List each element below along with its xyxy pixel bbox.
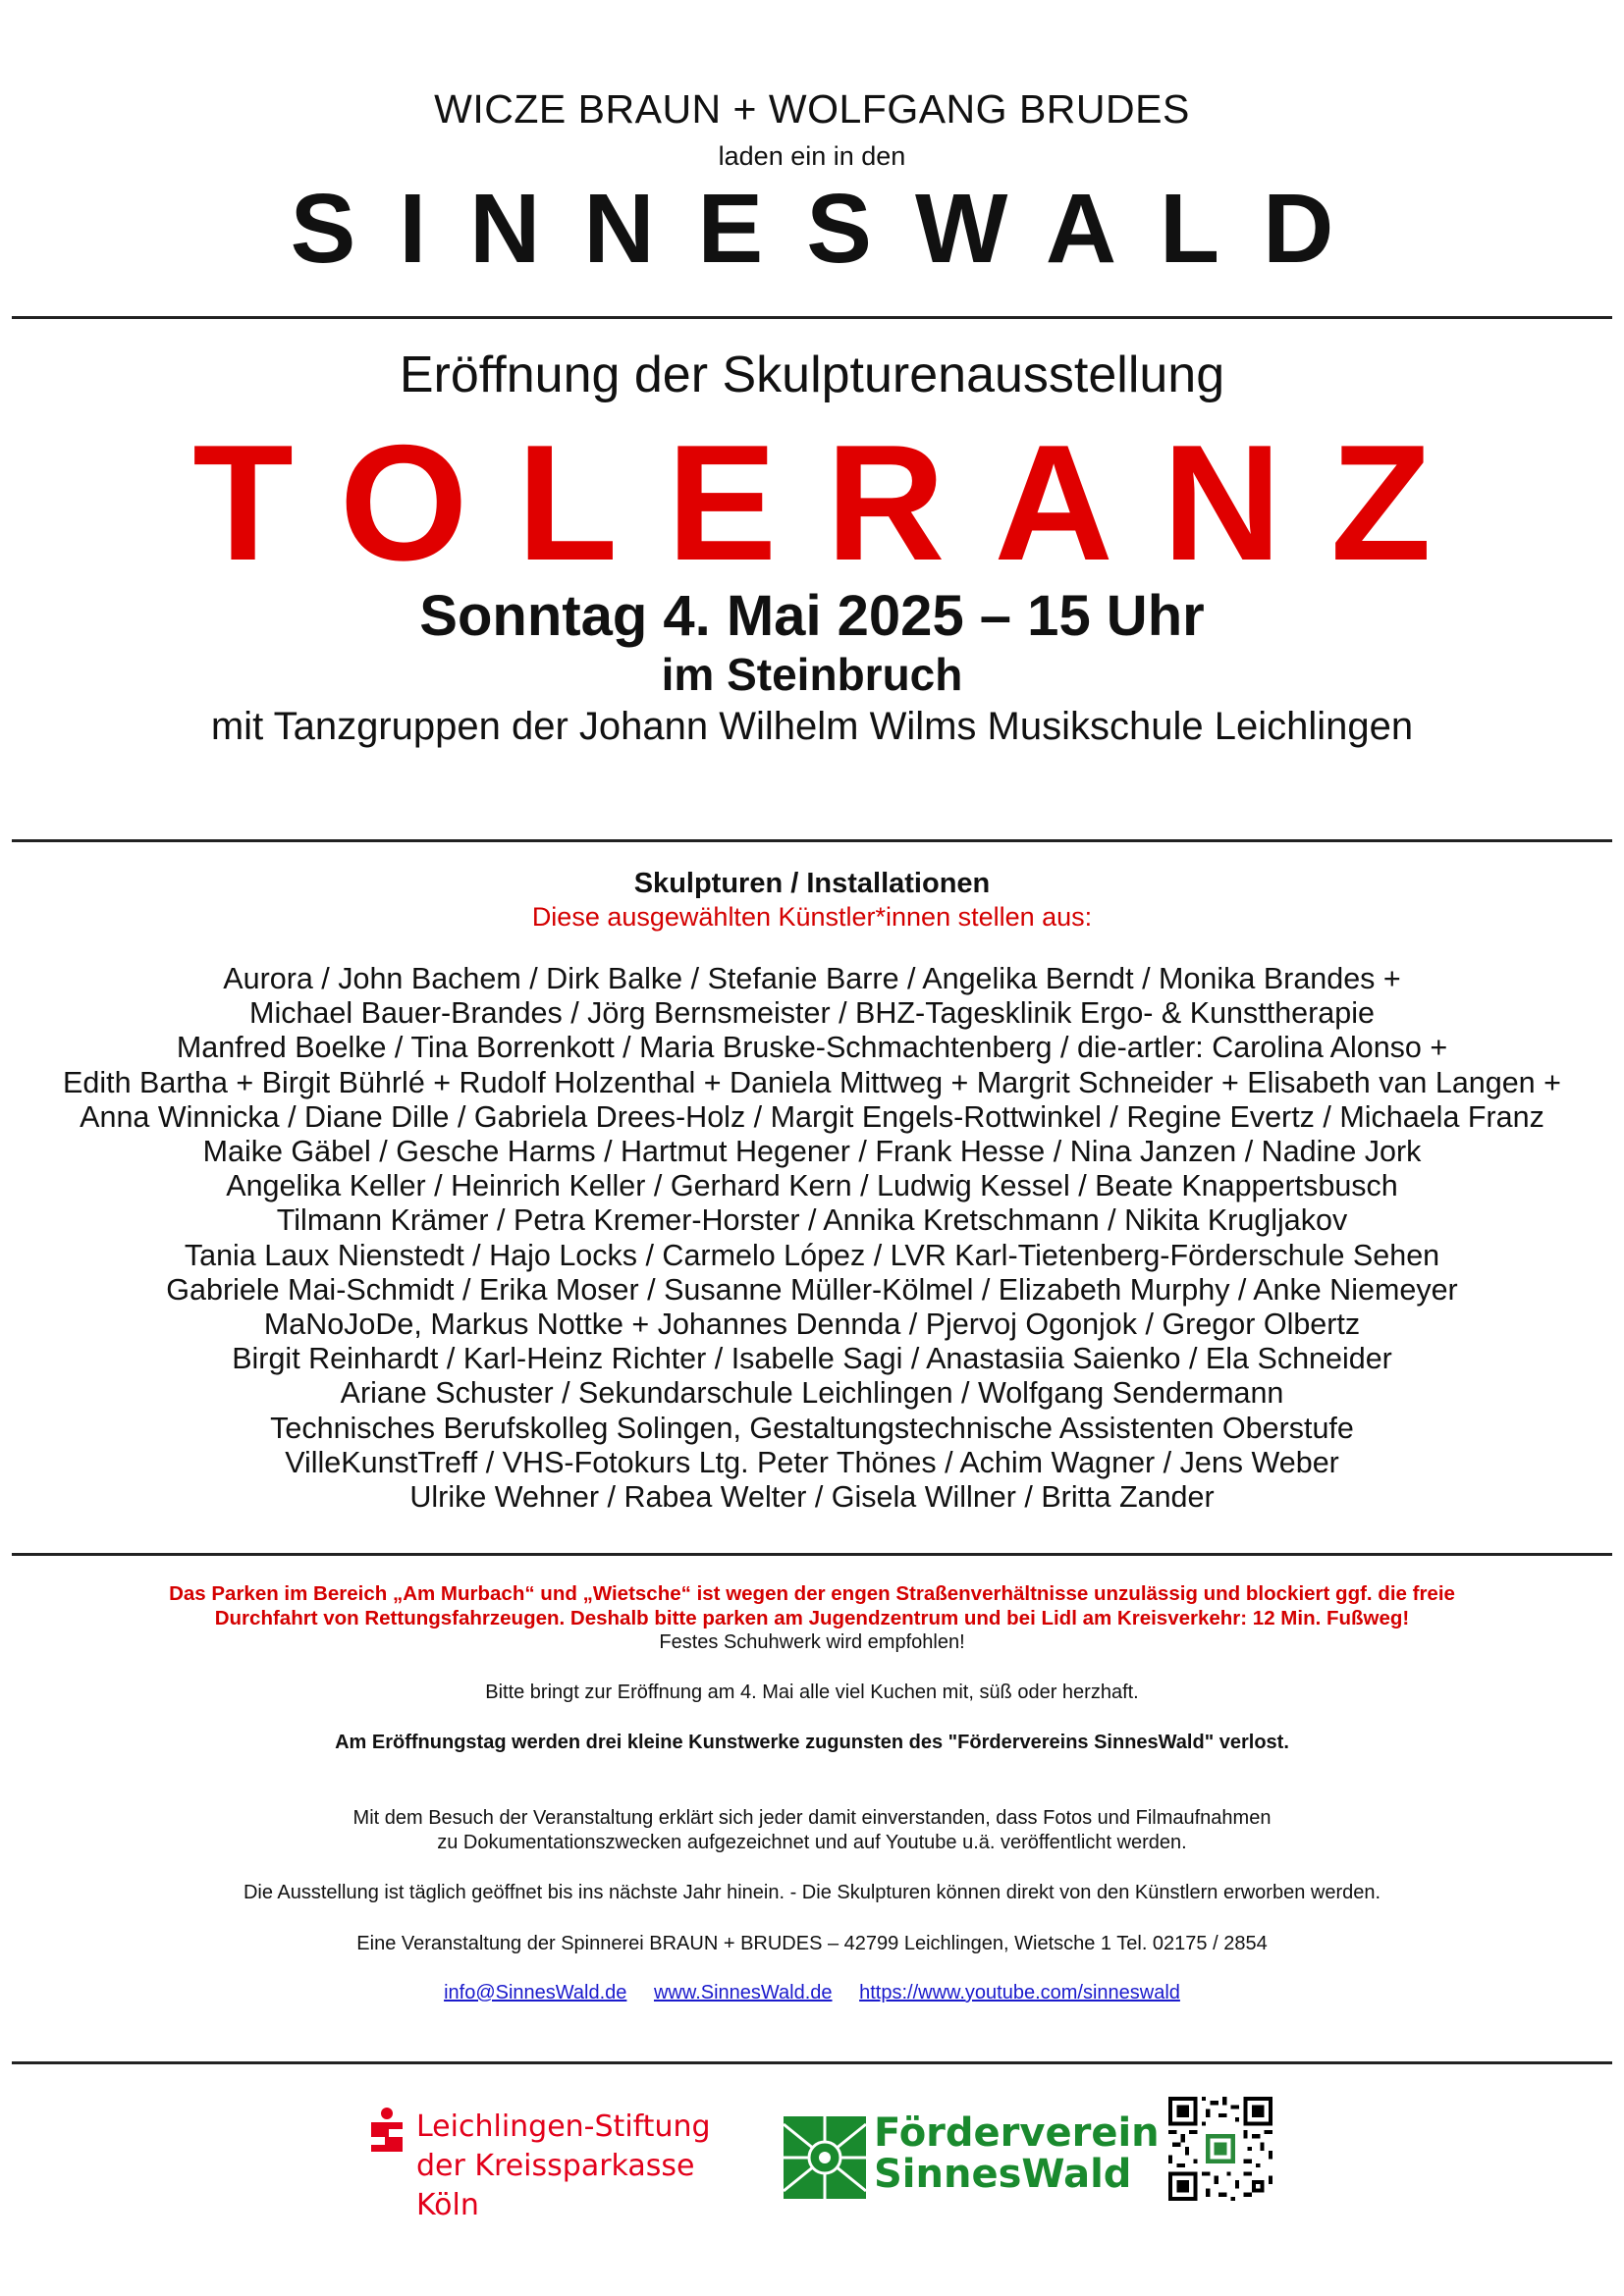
exhibition-title: TOLERANZ [192,410,1481,595]
stiftung-line: Leichlingen-Stiftung [416,2109,711,2144]
event-place: im Steinbruch [661,649,963,700]
venue-title: SINNESWALD [290,174,1378,284]
parking-notice [0,1581,1624,1630]
artist-line: Maike Gäbel / Gesche Harms / Hartmut Hegener / Frank Hesse / Nina Janzen / Nadine Jork [202,1135,1422,1169]
artist-line: Tania Laux Nienstedt / Hajo Locks / Carmelo López / LVR Karl-Tietenberg-Förderschule Sehen [184,1238,1440,1272]
stiftung-name [416,2108,742,2225]
artist-line: Manfred Boelke / Tina Borrenkott / Maria Bruske-Schmachtenberg / die-artler: Carolina Alonso + [176,1031,1448,1065]
foerderverein-line: SinnesWald [874,2152,1132,2197]
event-subtitle: Eröffnung der Skulpturenausstellung [399,347,1225,403]
email-link[interactable]: info@SinnesWald.de [444,1982,627,2003]
cake-notice: Bitte bringt zur Eröffnung am 4. Mai alle viel Kuchen mit, süß oder herzhaft. [485,1682,1139,1703]
divider [12,316,1612,319]
artist-line: Technisches Berufskolleg Solingen, Gestaltungstechnische Assistenten Oberstufe [270,1411,1354,1445]
sparkasse-icon [369,2108,405,2153]
youtube-link[interactable]: https://www.youtube.com/sinneswald [859,1982,1180,2003]
artist-line: Ulrike Wehner / Rabea Welter / Gisela Willner / Britta Zander [409,1480,1215,1515]
artist-line: Gabriele Mai-Schmidt / Erika Moser / Susanne Müller-Kölmel / Elizabeth Murphy / Anke Niemeyer [166,1272,1458,1307]
consent-line: zu Dokumentationszwecken aufgezeichnet und auf Youtube u.ä. veröffentlicht werden. [437,1832,1187,1853]
website-link[interactable]: www.SinnesWald.de [653,1982,833,2003]
foerderverein-line: Förderverein [874,2110,1160,2156]
raffle-notice: Am Eröffnungstag werden drei kleine Kunstwerke zugunsten des "Fördervereins SinnesWald" verlost. [335,1732,1289,1753]
event-guests: mit Tanzgruppen der Johann Wilhelm Wilms Musikschule Leichlingen [210,705,1414,748]
artist-line: VilleKunstTreff / VHS-Fotokurs Ltg. Peter Thönes / Achim Wagner / Jens Weber [285,1445,1339,1479]
foerderverein-logo [784,2110,1160,2201]
consent-notice [0,1806,1624,1855]
divider [12,1553,1612,1556]
artist-line: Tilmann Krämer / Petra Kremer-Horster / Annika Kretschmann / Nikita Krugljakov [276,1203,1348,1238]
artist-line: Aurora / John Bachem / Dirk Balke / Stefanie Barre / Angelika Berndt / Monika Brandes + [223,962,1401,995]
consent-line: Mit dem Besuch der Veranstaltung erklärt sich jeder damit einverstanden, dass Fotos und Filmaufnahmen [352,1807,1272,1829]
stiftung-line: der Kreissparkasse Köln [416,2149,695,2222]
artists-heading: Skulpturen / Installationen [633,868,991,899]
opening-notice: Die Ausstellung ist täglich geöffnet bis ins nächste Jahr hinein. - Die Skulpturen können direkt von den Künstlern erworben werden. [243,1882,1381,1903]
foerderverein-emblem-icon [784,2116,866,2199]
organizer-notice: Eine Veranstaltung der Spinnerei BRAUN + BRUDES – 42799 Leichlingen, Wietsche 1 Tel. 02175 / 2854 [356,1933,1268,1954]
artists-list [0,962,1624,1515]
event-date: Sonntag 4. Mai 2025 – 15 Uhr [419,584,1205,648]
artist-line: Ariane Schuster / Sekundarschule Leichlingen / Wolfgang Sendermann [340,1376,1284,1411]
artist-line: Birgit Reinhardt / Karl-Heinz Richter / Isabelle Sagi / Anastasiia Saienko / Ela Schneider [232,1342,1392,1376]
hosts: WICZE BRAUN + WOLFGANG BRUDES [434,86,1190,132]
parking-line: Das Parken im Bereich „Am Murbach“ und „Wietsche“ ist wegen der engen Straßenverhältnisse unzulässig und blockiert ggf. die freie [169,1582,1455,1605]
divider [12,839,1612,842]
artist-line: Anna Winnicka / Diane Dille / Gabriela Drees-Holz / Margit Engels-Rottwinkel / Regine Evertz / Michaela Franz [80,1099,1544,1134]
shoes-notice: Festes Schuhwerk wird empfohlen! [659,1631,965,1653]
parking-line: Durchfahrt von Rettungsfahrzeugen. Deshalb bitte parken am Jugendzentrum und bei Lidl am Kreisverkehr: 12 Min. Fußweg! [214,1607,1410,1629]
foerderverein-name [874,2112,1160,2195]
artist-line: MaNoJoDe, Markus Nottke + Johannes Dennda / Pjervoj Ogonjok / Gregor Olbertz [263,1308,1361,1342]
artist-line: Angelika Keller / Heinrich Keller / Gerhard Kern / Ludwig Kessel / Beate Knappertsbusch [226,1169,1398,1203]
links-row [0,1982,1624,2004]
artist-line: Edith Bartha + Birgit Bührlé + Rudolf Holzenthal + Daniela Mittweg + Margrit Schneider + Elisabeth van Langen + [63,1065,1561,1099]
artist-line: Michael Bauer-Brandes / Jörg Bernsmeister / BHZ-Tagesklinik Ergo- & Kunsttherapie [249,996,1375,1031]
stiftung-logo [369,2108,742,2222]
artists-subheading: Diese ausgewählten Künstler*innen stellen aus: [531,902,1093,932]
qr-code-icon [1168,2097,1272,2201]
invite-text: laden ein in den [718,141,906,171]
divider [12,2061,1612,2064]
